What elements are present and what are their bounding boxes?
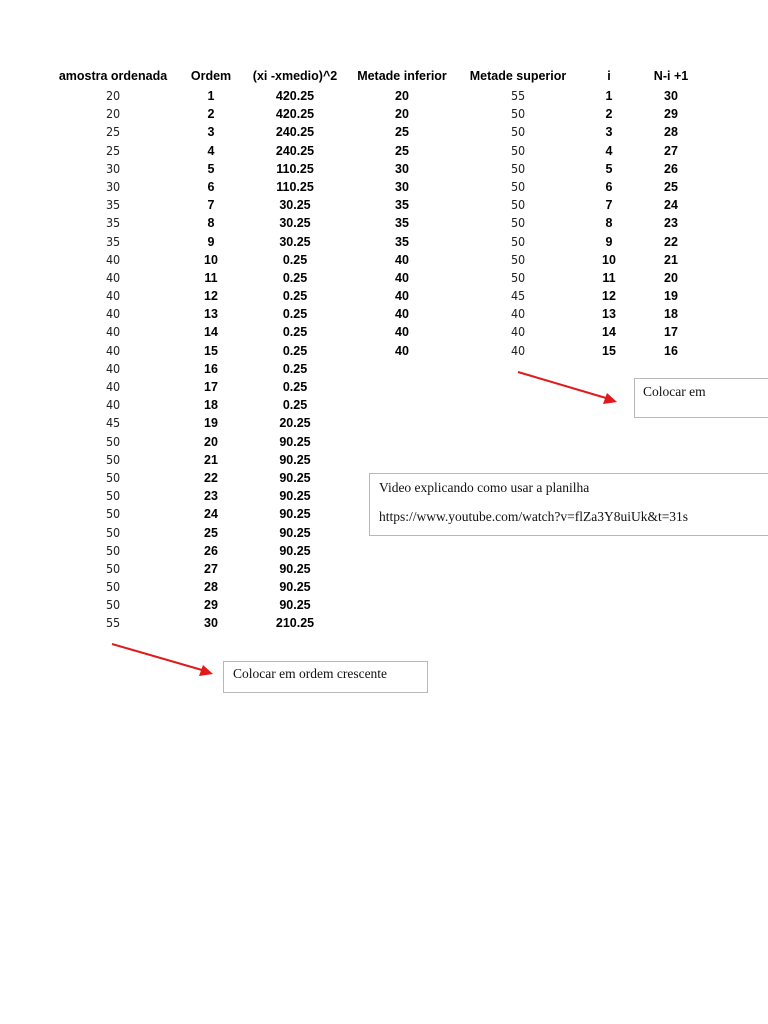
cell-ordem-6[interactable]: 6 xyxy=(207,179,215,194)
cell-ordem-8[interactable]: 8 xyxy=(207,216,215,231)
cell-ordem-23[interactable]: 23 xyxy=(204,489,218,504)
cell-dev-19[interactable]: 20.25 xyxy=(279,416,311,431)
cell-ni-8[interactable]: 23 xyxy=(664,216,678,231)
cell-inferior-7[interactable]: 35 xyxy=(395,198,409,213)
cell-ordem-25[interactable]: 25 xyxy=(204,525,218,540)
cell-superior-10[interactable]: 50 xyxy=(511,251,525,267)
cell-superior-15[interactable]: 40 xyxy=(511,342,525,358)
cell-dev-7[interactable]: 30.25 xyxy=(279,198,311,213)
column-ordem xyxy=(204,87,218,633)
cell-superior-12[interactable]: 45 xyxy=(511,288,525,304)
header-metade-inferior: Metade inferior xyxy=(357,69,447,83)
cell-dev-28[interactable]: 90.25 xyxy=(279,580,311,595)
cell-amostra-11[interactable]: 40 xyxy=(106,269,120,285)
cell-ni-12[interactable]: 19 xyxy=(664,289,678,304)
cell-dev-1[interactable]: 420.25 xyxy=(275,89,315,103)
cell-dev-2[interactable]: 420.25 xyxy=(275,107,315,122)
cell-i-5[interactable]: 5 xyxy=(605,161,613,176)
cell-amostra-20[interactable]: 50 xyxy=(106,433,120,449)
cell-i-15[interactable]: 15 xyxy=(602,343,616,358)
cell-ordem-3[interactable]: 3 xyxy=(207,125,215,140)
cell-inferior-4[interactable]: 25 xyxy=(395,143,409,158)
cell-i-2[interactable]: 2 xyxy=(605,107,613,122)
cell-amostra-4[interactable]: 25 xyxy=(106,142,120,158)
cell-dev-15[interactable]: 0.25 xyxy=(282,343,308,358)
cell-superior-2[interactable]: 50 xyxy=(511,106,525,122)
cell-ni-15[interactable]: 16 xyxy=(664,343,678,358)
cell-amostra-15[interactable]: 40 xyxy=(106,342,120,358)
cell-dev-25[interactable]: 90.25 xyxy=(279,525,311,540)
cell-inferior-2[interactable]: 20 xyxy=(395,107,409,122)
cell-dev-20[interactable]: 90.25 xyxy=(279,434,311,449)
cell-ordem-16[interactable]: 16 xyxy=(204,361,218,376)
cell-dev-3[interactable]: 240.25 xyxy=(275,125,315,140)
cell-ordem-22[interactable]: 22 xyxy=(204,470,218,485)
cell-superior-13[interactable]: 40 xyxy=(511,306,525,322)
note-video-url[interactable]: https://www.youtube.com/watch?v=flZa3Y8uiUk&t=31s xyxy=(379,509,689,524)
cell-ni-10[interactable]: 21 xyxy=(664,252,678,267)
cell-amostra-24[interactable]: 50 xyxy=(106,506,120,522)
cell-amostra-30[interactable]: 55 xyxy=(106,615,120,631)
cell-i-8[interactable]: 8 xyxy=(605,216,613,231)
cell-ordem-29[interactable]: 29 xyxy=(204,598,218,613)
cell-amostra-6[interactable]: 30 xyxy=(106,178,120,194)
cell-superior-6[interactable]: 50 xyxy=(511,178,525,194)
cell-amostra-7[interactable]: 35 xyxy=(106,197,120,213)
cell-ordem-17[interactable]: 17 xyxy=(204,380,218,394)
cell-amostra-27[interactable]: 50 xyxy=(106,560,120,576)
column-i xyxy=(602,87,616,360)
cell-ni-1[interactable]: 30 xyxy=(664,89,678,103)
cell-i-1[interactable]: 1 xyxy=(605,89,613,103)
cell-ordem-20[interactable]: 20 xyxy=(204,434,218,449)
note-video-box xyxy=(369,473,768,536)
cell-superior-4[interactable]: 50 xyxy=(511,142,525,158)
cell-ordem-24[interactable]: 24 xyxy=(204,507,218,522)
cell-ni-3[interactable]: 28 xyxy=(664,125,678,140)
arrow-bottom-left xyxy=(112,644,213,676)
cell-i-4[interactable]: 4 xyxy=(605,143,613,158)
cell-ordem-11[interactable]: 11 xyxy=(204,270,218,285)
note-video-title: Video explicando como usar a planilha xyxy=(379,480,590,495)
cell-dev-6[interactable]: 110.25 xyxy=(276,179,314,194)
cell-amostra-26[interactable]: 50 xyxy=(106,542,120,558)
cell-inferior-9[interactable]: 35 xyxy=(395,234,409,249)
column-deviation-squared xyxy=(276,87,314,633)
cell-superior-3[interactable]: 50 xyxy=(511,124,525,140)
cell-dev-9[interactable]: 30.25 xyxy=(279,234,311,249)
cell-amostra-17[interactable]: 40 xyxy=(106,379,120,394)
cell-amostra-23[interactable]: 50 xyxy=(106,488,120,504)
cell-ni-4[interactable]: 27 xyxy=(664,143,678,158)
cell-inferior-5[interactable]: 30 xyxy=(395,161,409,176)
cell-inferior-3[interactable]: 25 xyxy=(395,125,409,140)
cell-superior-11[interactable]: 50 xyxy=(511,269,525,285)
cell-amostra-28[interactable]: 50 xyxy=(106,579,120,595)
cell-amostra-8[interactable]: 35 xyxy=(106,215,120,231)
cell-ordem-18[interactable]: 18 xyxy=(204,398,218,413)
cell-i-3[interactable]: 3 xyxy=(605,125,613,140)
cell-amostra-2[interactable]: 20 xyxy=(106,106,120,122)
cell-i-11[interactable]: 11 xyxy=(602,270,616,285)
cell-inferior-12[interactable]: 40 xyxy=(395,289,409,304)
note-colocar-em-top xyxy=(634,378,768,418)
cell-ordem-5[interactable]: 5 xyxy=(207,161,215,176)
cell-ni-7[interactable]: 24 xyxy=(664,198,678,213)
cell-superior-14[interactable]: 40 xyxy=(511,324,525,340)
cell-ordem-10[interactable]: 10 xyxy=(204,252,218,267)
cell-dev-14[interactable]: 0.25 xyxy=(282,325,308,340)
cell-i-13[interactable]: 13 xyxy=(602,307,616,322)
cell-dev-11[interactable]: 0.25 xyxy=(282,270,308,285)
arrow-top-right xyxy=(518,372,617,404)
cell-dev-26[interactable]: 90.25 xyxy=(279,543,311,558)
header-amostra-ordenada: amostra ordenada xyxy=(58,69,168,83)
cell-superior-9[interactable]: 50 xyxy=(511,233,525,249)
cell-dev-17[interactable]: 0.25 xyxy=(282,380,308,394)
cell-dev-21[interactable]: 90.25 xyxy=(279,452,311,467)
cell-i-14[interactable]: 14 xyxy=(602,325,616,340)
cell-amostra-13[interactable]: 40 xyxy=(106,306,120,322)
cell-ni-11[interactable]: 20 xyxy=(664,270,678,285)
cell-amostra-25[interactable]: 50 xyxy=(106,524,120,540)
cell-dev-4[interactable]: 240.25 xyxy=(275,143,315,158)
header-metade-superior: Metade superior xyxy=(469,69,567,83)
cell-ordem-28[interactable]: 28 xyxy=(204,580,218,595)
column-metade-superior xyxy=(511,87,525,360)
header-n-i-1: N-i +1 xyxy=(653,69,689,83)
cell-ordem-13[interactable]: 13 xyxy=(204,307,218,322)
cell-i-10[interactable]: 10 xyxy=(602,252,616,267)
header-ordem: Ordem xyxy=(190,69,232,83)
cell-dev-16[interactable]: 0.25 xyxy=(282,361,308,376)
cell-ordem-9[interactable]: 9 xyxy=(207,234,215,249)
cell-ni-14[interactable]: 17 xyxy=(664,325,678,340)
cell-ni-5[interactable]: 26 xyxy=(664,161,678,176)
cell-dev-10[interactable]: 0.25 xyxy=(282,252,308,267)
cell-superior-5[interactable]: 50 xyxy=(511,160,525,176)
note-colocar-em-ordem-crescente-text: Colocar em ordem crescente xyxy=(233,666,388,681)
cell-ordem-4[interactable]: 4 xyxy=(207,143,215,158)
cell-dev-8[interactable]: 30.25 xyxy=(279,216,311,231)
cell-ordem-27[interactable]: 27 xyxy=(204,561,218,576)
cell-i-7[interactable]: 7 xyxy=(605,198,613,213)
cell-i-9[interactable]: 9 xyxy=(605,234,613,249)
cell-amostra-9[interactable]: 35 xyxy=(106,233,120,249)
cell-ni-6[interactable]: 25 xyxy=(664,179,678,194)
cell-inferior-13[interactable]: 40 xyxy=(395,307,409,322)
cell-ordem-7[interactable]: 7 xyxy=(207,198,215,213)
column-amostra-ordenada xyxy=(106,87,120,633)
cell-superior-7[interactable]: 50 xyxy=(511,197,525,213)
cell-dev-24[interactable]: 90.25 xyxy=(279,507,311,522)
cell-amostra-12[interactable]: 40 xyxy=(106,288,120,304)
cell-ni-9[interactable]: 22 xyxy=(664,234,678,249)
cell-amostra-1[interactable]: 20 xyxy=(106,88,120,103)
cell-amostra-18[interactable]: 40 xyxy=(106,397,120,413)
cell-inferior-14[interactable]: 40 xyxy=(395,325,409,340)
cell-ordem-2[interactable]: 2 xyxy=(207,107,215,122)
cell-ordem-30[interactable]: 30 xyxy=(204,616,218,631)
header-deviation-squared: (xi -xmedio)^2 xyxy=(252,69,338,83)
cell-amostra-14[interactable]: 40 xyxy=(106,324,120,340)
cell-dev-12[interactable]: 0.25 xyxy=(282,289,308,304)
cell-dev-5[interactable]: 110.25 xyxy=(276,161,314,176)
cell-amostra-22[interactable]: 50 xyxy=(106,469,120,485)
cell-inferior-10[interactable]: 40 xyxy=(395,252,409,267)
cell-ordem-19[interactable]: 19 xyxy=(204,416,218,431)
column-n-i-1 xyxy=(664,87,678,360)
note-colocar-em-ordem-crescente xyxy=(223,661,428,693)
cell-dev-27[interactable]: 90.25 xyxy=(279,561,311,576)
cell-amostra-29[interactable]: 50 xyxy=(106,597,120,613)
cell-ordem-12[interactable]: 12 xyxy=(204,289,218,304)
cell-superior-1[interactable]: 55 xyxy=(511,88,525,103)
cell-ordem-14[interactable]: 14 xyxy=(204,325,218,340)
cell-amostra-10[interactable]: 40 xyxy=(106,251,120,267)
cell-ordem-26[interactable]: 26 xyxy=(204,543,218,558)
cell-i-12[interactable]: 12 xyxy=(602,289,616,304)
cell-amostra-5[interactable]: 30 xyxy=(106,160,120,176)
cell-dev-13[interactable]: 0.25 xyxy=(282,307,308,322)
cell-ni-13[interactable]: 18 xyxy=(664,307,678,322)
cell-amostra-16[interactable]: 40 xyxy=(106,360,120,376)
cell-inferior-1[interactable]: 20 xyxy=(395,89,409,103)
cell-dev-18[interactable]: 0.25 xyxy=(282,398,308,413)
cell-inferior-11[interactable]: 40 xyxy=(395,270,409,285)
cell-inferior-6[interactable]: 30 xyxy=(395,179,409,194)
cell-dev-22[interactable]: 90.25 xyxy=(279,470,311,485)
cell-inferior-8[interactable]: 35 xyxy=(395,216,409,231)
cell-amostra-19[interactable]: 45 xyxy=(106,415,120,431)
cell-dev-29[interactable]: 90.25 xyxy=(279,598,311,613)
cell-ordem-1[interactable]: 1 xyxy=(207,89,215,103)
cell-i-6[interactable]: 6 xyxy=(605,179,613,194)
cell-superior-8[interactable]: 50 xyxy=(511,215,525,231)
cell-amostra-21[interactable]: 50 xyxy=(106,451,120,467)
header-i: i xyxy=(607,69,611,83)
cell-dev-30[interactable]: 210.25 xyxy=(275,616,315,631)
cell-amostra-3[interactable]: 25 xyxy=(106,124,120,140)
cell-dev-23[interactable]: 90.25 xyxy=(279,489,311,504)
cell-inferior-15[interactable]: 40 xyxy=(395,343,409,358)
cell-ordem-15[interactable]: 15 xyxy=(204,343,218,358)
cell-ni-2[interactable]: 29 xyxy=(664,107,678,122)
cell-ordem-21[interactable]: 21 xyxy=(204,452,218,467)
column-metade-inferior xyxy=(395,87,409,360)
note-colocar-em-top-text: Colocar em xyxy=(643,384,706,399)
